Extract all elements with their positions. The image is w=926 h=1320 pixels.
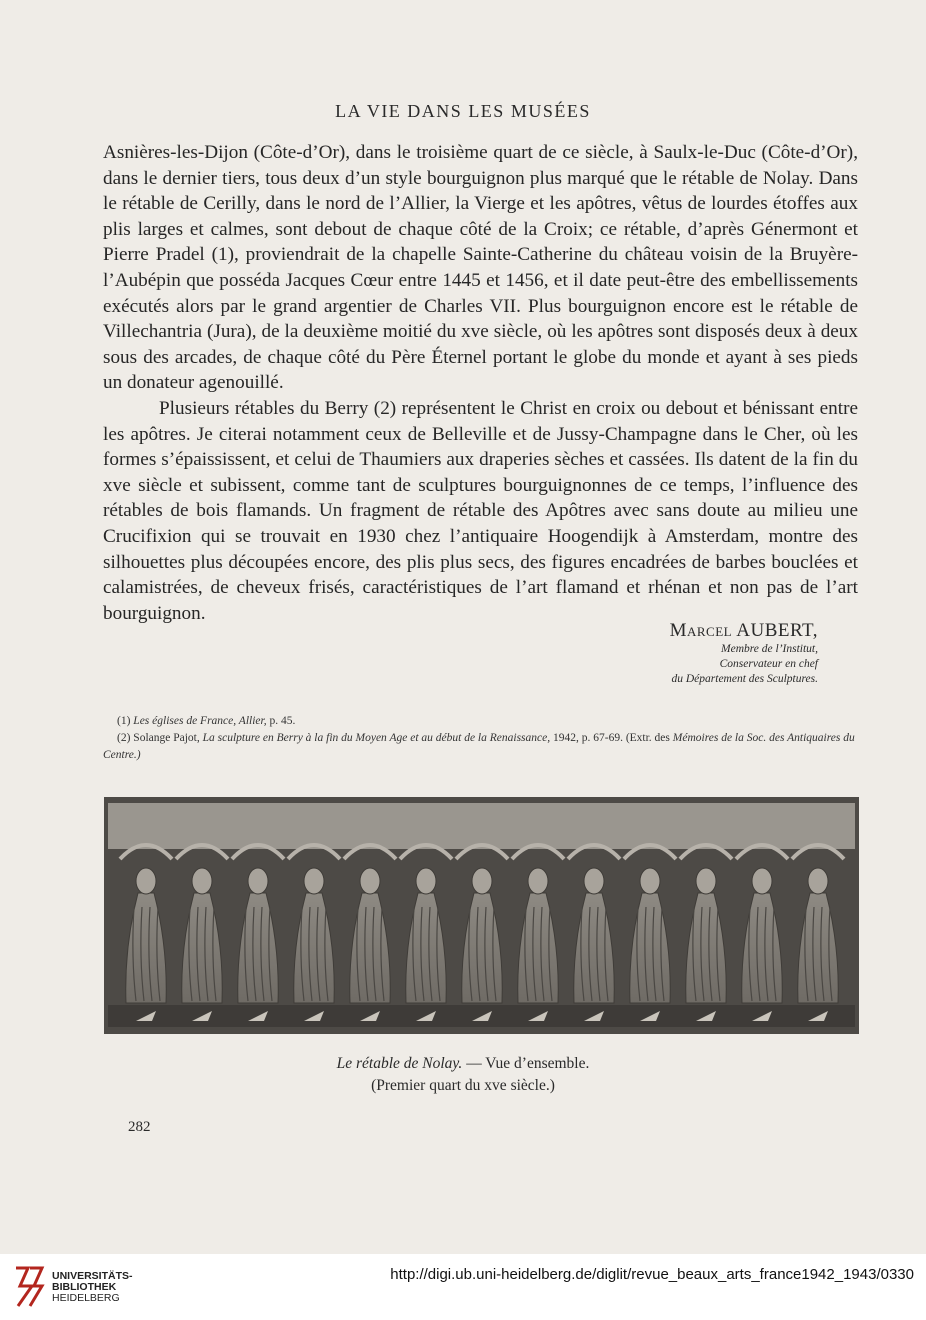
paragraph-2: Plusieurs rétables du Berry (2) représentent le Christ en croix ou debout et bénissant entre les apôtres. Je citerai notamment ceux de Belleville et de Jussy-Champagne dans le Cher, où les formes s’épaississent, et celui de Thaumiers aux draperies sèches et cassées. Ils datent de la fin du xve siècle et subissent, comme tant de sculptures bourguignonnes de ce temps, l’influence des rétables de bois flamands. Un fragment de rétable des Apôtres avec sans doute au milieu une Crucifixion qui se trouvait en 1930 chez l’antiquaire Hoogendijk à Amsterdam, montre des silhouettes plus découpées encore, des plis plus secs, des figures encadrées de barbes bouclées et calamistrées, de cheveux frisés, caractéristiques de l’art flamand et rhénan et non pas de l’art bourguignon. [103,397,858,624]
figure-caption [0,1053,926,1097]
source-url-link[interactable]: http://digi.ub.uni-heidelberg.de/diglit/revue_beaux_arts_france1942_1943/0330 [390,1266,914,1283]
library-footer [0,1254,926,1320]
base-plinth [108,1005,855,1027]
library-name-line-3: HEIDELBERG [52,1292,120,1304]
author-title-1: Membre de l’Institut, [721,643,818,655]
library-name-line-2: BIBLIOTHEK [52,1281,117,1293]
footnotes [103,713,858,764]
article-body [103,140,858,626]
author-first-name: Marcel [669,620,733,641]
footnote-2-title: La sculpture en Berry à la fin du Moyen Age et au début de la Renaissance, [202,732,551,744]
footnote-2-journal: Mémoires de la Soc. des Antiquaires du Centre.) [103,732,855,761]
caption-line-2: (Premier quart du xve siècle.) [371,1077,555,1094]
caption-line-1 [0,1053,926,1075]
paragraph-1: Asnières-les-Dijon (Côte-d’Or), dans le troisième quart de ce siècle, à Saulx-le-Duc (Côte-d’Or), dans le dernier tiers, tous deux d’un style bourguignon plus marqué que le rétable de Nolay. Dans le rétable de Cerilly, dans le nord de l’Allier, la Vierge et les apôtres, vêtus de lourdes étoffes aux plis larges et calmes, sont debout de chaque côté de la Croix; ce rétable, d’après Génermont et Pierre Pradel (1), proviendrait de la chapelle Sainte-Catherine du château voisin de la Bruyère-l’Aubépin que posséda Jacques Cœur entre 1445 et 1456, et il date peut-être des embellissements exécutés alors par le grand argentier de Charles VII. Plus bourguignon encore est le rétable de Villechantria (Jura), de la deuxième moitié du xve siècle, où les apôtres sont disposés deux à deux sous des arcades, de chaque côté du Père Éternel portant le globe du monde et ayant à ses pieds un donateur agenouillé. [103,142,858,394]
author-last-name: AUBERT, [736,620,818,641]
author-title-3: du Département des Sculptures. [671,673,818,685]
footnote-1-title: Les églises de France, Allier, [133,715,267,727]
running-head: LA VIE DANS LES MUSÉES [335,101,591,121]
caption-title: Le rétable de Nolay. [336,1055,463,1072]
library-logo-icon [10,1264,46,1308]
page-number: 282 [128,1119,151,1135]
footnote-2-marker: (2) [117,732,131,744]
footnote-2 [103,730,858,764]
author-title-2: Conservateur en chef [719,658,818,670]
library-name-line-1: UNIVERSITÄTS- [52,1270,133,1282]
caption-rest: — Vue d’ensemble. [466,1055,590,1072]
footnote-1-pages: p. 45. [269,715,296,727]
footnote-1 [103,713,858,730]
author-signature [670,620,818,687]
footnote-1-marker: (1) [117,715,131,727]
footnote-2-author: Solange Pajot, [133,732,200,744]
retable-photograph [104,797,859,1034]
footnote-2-details: 1942, p. 67-69. (Extr. des [552,732,670,744]
canopy-frieze [108,803,855,849]
retable-relief-image [104,797,859,1034]
author-name [670,620,818,642]
library-name [52,1271,133,1304]
